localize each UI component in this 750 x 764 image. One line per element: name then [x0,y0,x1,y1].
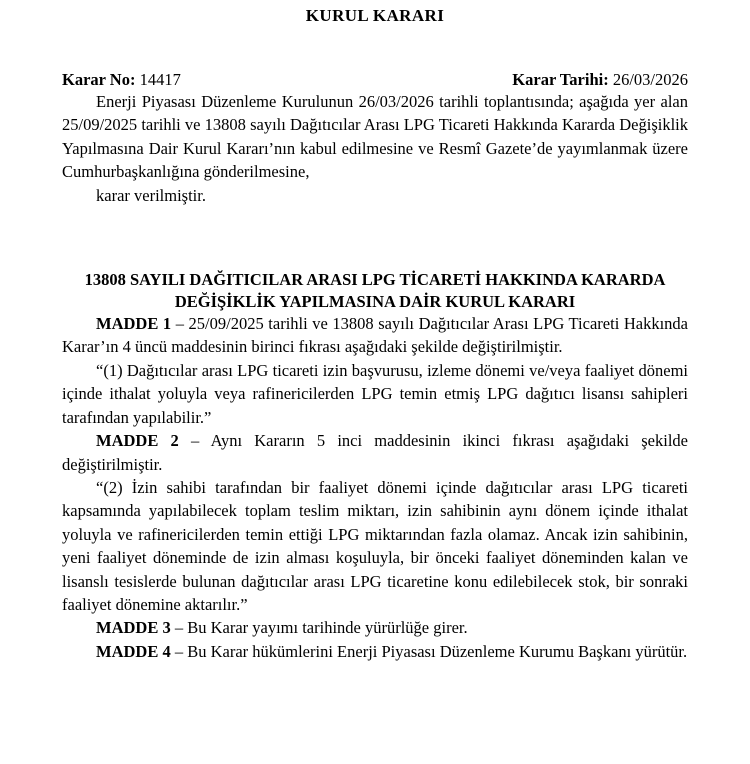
decision-meta [62,70,688,90]
decision-number-value: 14417 [139,70,181,89]
article-4-label: MADDE 4 [96,641,171,661]
article-1-quote: “(1) Dağıtıcılar arası LPG ticareti izin başvurusu, izleme dönemi ve/veya faaliyet dönemi içinde ithalat yoluyla veya rafinericilerden LPG temin etmiş LPG dağıtıcı lisansı sahipleri tarafından yapılabilir.” [62,360,688,427]
article-2-label: MADDE 2 [96,431,179,451]
article-1-text: – 25/09/2025 tarihli ve 13808 sayılı Dağıtıcılar Arası LPG Ticareti Hakkında Karar’ın 4 üncü maddesinin birinci fıkrası aşağıdaki şekilde değiştirilmiştir. [62,313,688,357]
decision-date-value: 26/03/2026 [612,70,688,89]
decision-number [62,70,181,90]
article-3-label: MADDE 3 [96,618,171,638]
article-4 [62,640,688,663]
article-1-label: MADDE 1 [96,313,172,333]
decision-number-label: Karar No: [62,70,136,89]
article-2-quote: “(2) İzin sahibi tarafından bir faaliyet dönemi içinde dağıtıcılar arası LPG ticareti kapsamında yapılabilecek toplam teslim miktarı, izin sahibinin aynı dönem içinde ithalat yoluyla ve rafinericilerden temin ettiği LPG miktarından fazla olamaz. Ancak izin sahibinin, yeni faaliyet döneminde de izin alması koşuluyla, bir önceki faaliyet döneminden kalan ve lisanslı tesislerde bulunan dağıtıcılar arası LPG ticaretine konu edilebilecek stok, bir sonraki faaliyet dönemine aktarılır.” [62,477,688,615]
decision-date [512,70,688,90]
section-title: 13808 SAYILI DAĞITICILAR ARASI LPG TİCARETİ HAKKINDA KARARDA DEĞİŞİKLİK YAPILMASINA DAİR KURUL KARARI [84,270,666,311]
article-2 [62,429,688,476]
article-4-text: – Bu Karar hükümlerini Enerji Piyasası Düzenleme Kurumu Başkanı yürütür. [170,641,688,661]
intro-paragraph: Enerji Piyasası Düzenleme Kurulunun 26/03/2026 tarihli toplantısında; aşağıda yer alan 25/09/2025 tarihli ve 13808 sayılı Dağıtıcılar Arası LPG Ticareti Hakkında Kararda Değişiklik Yapılmasına Dair Kurul Kararı’nın kabul edilmesine ve Resmî Gazete’de yayımlanmak üzere Cumhurbaşkanlığına gönderilmesine, [62,92,688,182]
article-1 [62,312,688,359]
article-2-text: – Aynı Kararın 5 inci maddesinin ikinci fıkrası aşağıdaki şekilde değiştirilmiştir. [62,431,688,474]
document-page [0,6,750,764]
decision-date-label: Karar Tarihi: [512,70,609,89]
page-title: KURUL KARARI [305,6,445,25]
article-3-text: – Bu Karar yayımı tarihinde yürürlüğe girer. [170,618,468,638]
decision-statement: karar verilmiştir. [96,185,206,205]
article-3 [62,616,688,639]
